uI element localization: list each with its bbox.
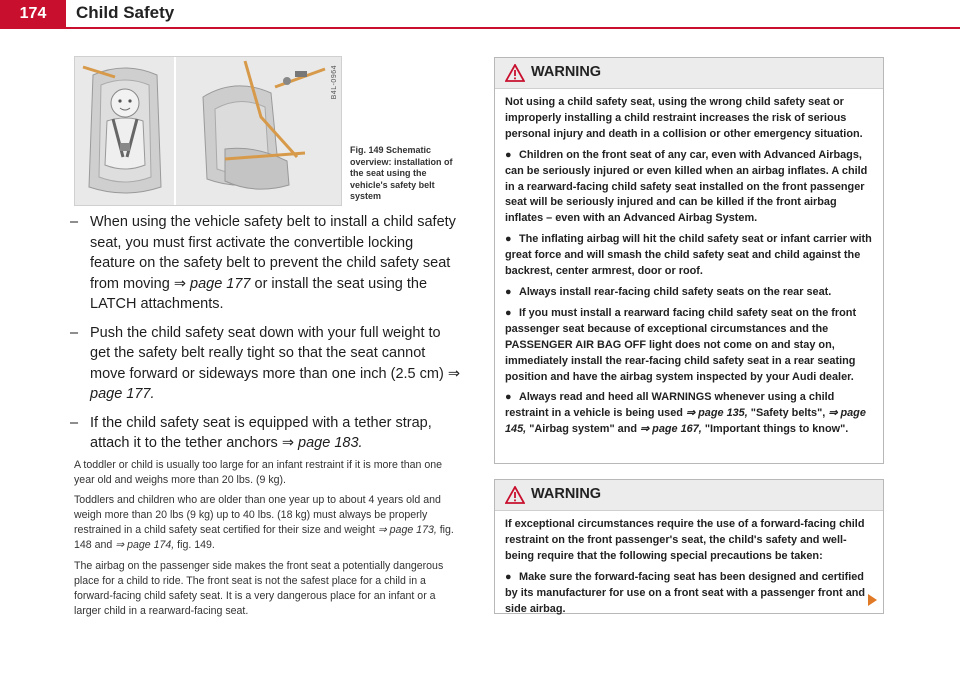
bullet-text: Always install rear-facing child safety seats on the rear seat.: [519, 285, 832, 298]
ref-arrow-icon: ⇒: [281, 435, 294, 451]
bullet-text: Children on the front seat of any car, even with Advanced Airbags, can be seriously injured or even killed when an airbag inflates. A child in a rearward-facing child safety seat installed on the front passenger seat will be seriously injured and can be killed if the front airbag inflates – even with an Advanced Airbag System.: [505, 148, 868, 225]
paragraph-toddler: A toddler or child is usually too large for an infant restraint if it is more than one year old and weighs more than 20 lbs. (9 kg).: [74, 459, 443, 486]
warning-triangle-icon: [505, 64, 525, 82]
figure-label: Fig. 149: [350, 145, 384, 155]
warning-title: WARNING: [531, 486, 602, 502]
bullet-text: "Safety belts",: [747, 407, 829, 420]
page-ref-link[interactable]: ⇒ page 145,: [505, 407, 866, 436]
warning-body: [495, 89, 883, 449]
warning-title: WARNING: [531, 64, 602, 80]
bullet-text: "Airbag system" and: [526, 423, 641, 436]
page-header: [0, 0, 960, 28]
page-title: Child Safety: [76, 3, 175, 22]
page-number: 174: [0, 0, 66, 28]
step-dash: –: [70, 214, 79, 230]
bullet-text: "Important things to know".: [701, 423, 849, 436]
para-text: Toddlers and children who are older than one year up to about 4 years old and weigh more than 20 lbs (9 kg) up to 40 lbs. (18 kg) must always be properly restrained in a child safety seat certified for their size and weight: [74, 494, 441, 536]
step-item: [70, 323, 462, 405]
step-text: If the child safety seat is equipped with a tether strap, attach it to the tether anchors: [90, 414, 432, 451]
warning-bullet: [505, 570, 873, 618]
page-ref-link[interactable]: ⇒ page 135,: [685, 407, 748, 420]
warning-header: [495, 480, 883, 511]
warning-bullet: [505, 285, 873, 301]
paragraph-airbag: The airbag on the passenger side makes the front seat a potentially dangerous place for a child to ride. The front seat is not the safest place for a child in a forward-facing child safety seat. It is a very dangerous place for an infant or a larger child in a rearward-facing seat.: [74, 560, 444, 617]
bullet-text: If you must install a rearward facing child safety seat on the front passenger seat because of exceptional circumstances and the PASSENGER AIR BAG OFF light does not come on and stay on, immediately install the rear-facing child safety seat in a rear seating position and have the airbag system inspected by your Audi dealer.: [505, 306, 857, 383]
warning-intro: Not using a child safety seat, using the wrong child safety seat or improperly installing a child restraint increases the risk of serious personal injury and death in a collision or other emergency situation.: [505, 96, 863, 140]
step-dash: –: [70, 414, 79, 431]
step-text: When using the vehicle safety belt to install a child safety seat, you must first activate the convertible locking feature on the safety belt to prevent the child safety seat from moving: [90, 214, 456, 292]
bullet-text: Always read and heed all WARNINGS whenever using a child restraint in a vehicle is being used: [505, 391, 835, 420]
para-text: fig. 149.: [174, 539, 215, 551]
warning-bullet: [505, 390, 873, 438]
figure-caption-text: Schematic overview: installation of the seat using the vehicle's safety belt system: [350, 145, 453, 201]
warning-body: [495, 511, 883, 628]
bullet-dot: ●: [505, 391, 512, 404]
figure-code: B4L-0964: [331, 65, 338, 100]
bullet-dot: ●: [505, 306, 512, 319]
bullet-text: The inflating airbag will hit the child safety seat or infant carrier with great force and will smash the child safety seat and child against the backrest, center armrest, door or roof.: [505, 233, 872, 278]
page-ref-link[interactable]: ⇒ page 173,: [377, 524, 437, 536]
para-text: fig. 148 and: [74, 524, 454, 551]
bullet-dot: ●: [505, 285, 512, 298]
warning-bullet: [505, 148, 873, 228]
step-text: Push the child safety seat down with your full weight to get the safety belt really tight so that the seat cannot move forward or sideways more than one inch (2.5 cm): [90, 324, 448, 382]
figure-caption: [350, 145, 462, 203]
page-ref-link[interactable]: ⇒ page 167,: [640, 423, 702, 436]
page-ref-link[interactable]: page 177.: [90, 386, 155, 402]
warning-header: [495, 58, 883, 89]
warning-triangle-icon: [505, 486, 525, 504]
paragraph-restraint: [74, 493, 464, 553]
warning-box-1: [494, 57, 884, 464]
figure-149: [74, 56, 342, 206]
header-rule: [0, 27, 960, 29]
step-item: [70, 212, 462, 315]
ref-arrow-icon: ⇒: [173, 275, 186, 292]
child-seat-illustration: [75, 57, 341, 205]
bullet-text: Make sure the forward-facing seat has been designed and certified by its manufacturer for use on a front seat with a passenger front and side airbag.: [505, 570, 866, 615]
warning-bullet: [505, 232, 873, 280]
bullet-dot: ●: [505, 570, 512, 583]
step-item: [70, 413, 462, 454]
page-ref-link[interactable]: ⇒ page 174,: [115, 539, 175, 551]
instruction-steps: [70, 212, 462, 462]
step-dash: –: [70, 324, 79, 341]
warning-bullet: [505, 306, 873, 386]
bullet-dot: ●: [505, 148, 512, 161]
bullet-dot: ●: [505, 233, 512, 246]
page-ref-link[interactable]: page 177: [190, 275, 251, 292]
warning-box-2: [494, 479, 884, 614]
page-ref-link[interactable]: page 183.: [298, 435, 363, 451]
step-text-after: or install the seat using the LATCH attachments.: [90, 275, 428, 312]
ref-arrow-icon: ⇒: [447, 365, 460, 382]
warning-intro: If exceptional circumstances require the use of a forward-facing child restraint on the front passenger's seat, the child's safety and well-being require that the following special precautions be taken:: [505, 518, 865, 562]
continue-arrow-icon: [868, 594, 877, 606]
